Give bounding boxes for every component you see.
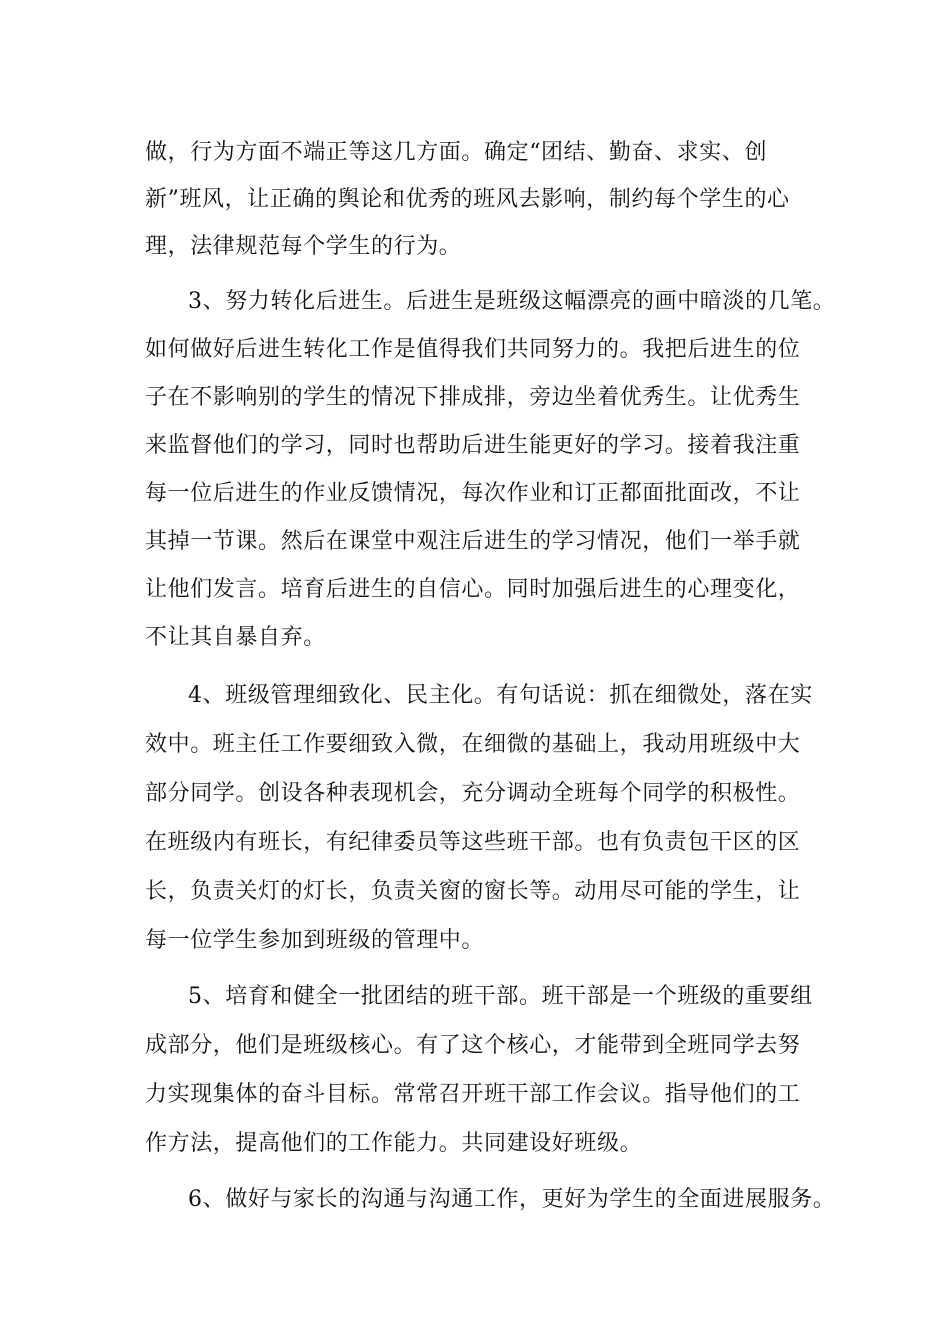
- text-line: 理，法律规范每个学生的行为。: [145, 234, 462, 259]
- text-line: 不让其自暴自弃。: [145, 625, 326, 650]
- text-line: 来监督他们的学习，同时也帮助后进生能更好的学习。接着我注重: [145, 433, 801, 458]
- text-line: 其掉一节课。然后在课堂中观注后进生的学习情况，他们一举手就: [145, 529, 801, 554]
- paragraph-5-first-line: 5、培育和健全一批团结的班干部。班干部是一个班级的重要组: [188, 984, 813, 1009]
- text-line: 力实现集体的奋斗目标。常常召开班干部工作会议。指导他们的工: [145, 1082, 801, 1107]
- text-line: 每一位学生参加到班级的管理中。: [145, 928, 485, 953]
- text-line: 新”班风，让正确的舆论和优秀的班风去影响，制约每个学生的心: [145, 187, 790, 212]
- text-line: 部分同学。创设各种表现机会，充分调动全班每个同学的积极性。: [145, 781, 801, 806]
- text-line: 子在不影响别的学生的情况下排成排，旁边坐着优秀生。让优秀生: [145, 385, 801, 410]
- paragraph-3-first-line: 3、努力转化后进生。后进生是班级这幅漂亮的画中暗淡的几笔。: [188, 289, 836, 314]
- text-line: 效中。班主任工作要细致入微，在细微的基础上，我动用班级中大: [145, 732, 801, 757]
- text-line: 让他们发言。培育后进生的自信心。同时加强后进生的心理变化，: [145, 577, 801, 602]
- text-line: 成部分，他们是班级核心。有了这个核心，才能带到全班同学去努: [145, 1033, 801, 1058]
- text-line: 如何做好后进生转化工作是值得我们共同努力的。我把后进生的位: [145, 337, 801, 362]
- paragraph-6-first-line: 6、做好与家长的沟通与沟通工作，更好为学生的全面进展服务。: [188, 1187, 836, 1212]
- text-line: 长，负责关灯的灯长，负责关窗的窗长等。动用尽可能的学生，让: [145, 879, 801, 904]
- text-line: 每一位后进生的作业反馈情况，每次作业和订正都面批面改，不让: [145, 481, 801, 506]
- text-line: 作方法，提高他们的工作能力。共同建设好班级。: [145, 1131, 643, 1156]
- paragraph-4-first-line: 4、班级管理细致化、民主化。有句话说：抓在细微处，落在实: [188, 683, 813, 708]
- text-line: 在班级内有班长，有纪律委员等这些班干部。也有负责包干区的区: [145, 830, 801, 855]
- text-line: 做，行为方面不端正等这几方面。确定“团结、勤奋、求实、创: [145, 140, 768, 165]
